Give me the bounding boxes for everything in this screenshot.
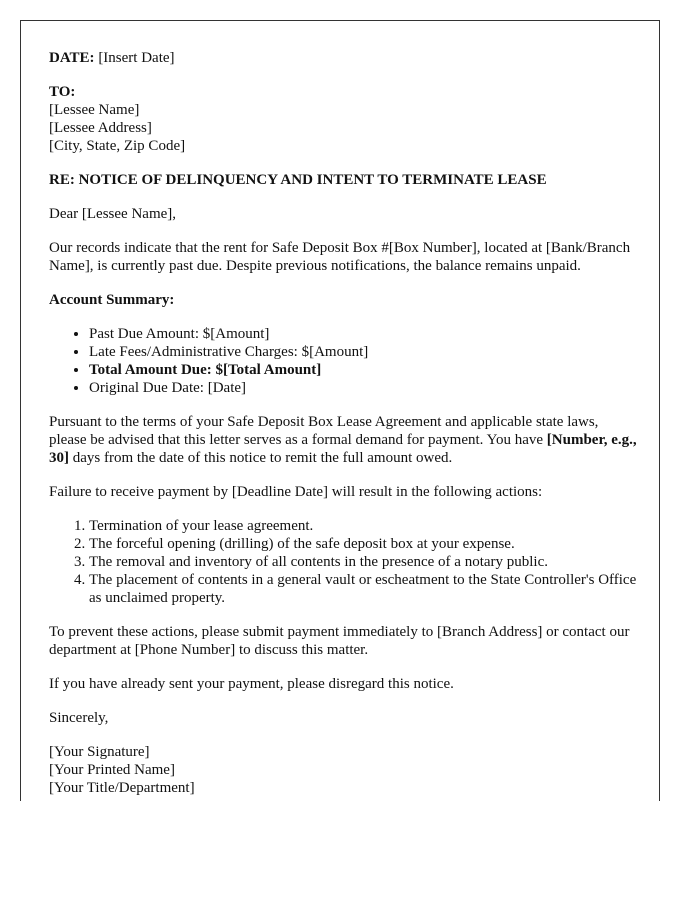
recipient-city-state-zip: [City, State, Zip Code] xyxy=(49,138,186,154)
recipient-address: [Lessee Address] xyxy=(49,120,152,136)
summary-item-late-fees: • Late Fees/Administrative Charges: $[Amount] xyxy=(89,343,639,361)
letter-page xyxy=(20,20,660,801)
disregard-paragraph: If you have already sent your payment, please disregard this notice. xyxy=(49,676,454,692)
action-item: 3. The removal and inventory of all contents in the presence of a notary public. xyxy=(89,553,639,571)
action-item: 2. The forceful opening (drilling) of the safe deposit box at your expense. xyxy=(89,535,639,553)
recipient-name: [Lessee Name] xyxy=(49,102,140,118)
action-item: 1. Termination of your lease agreement. xyxy=(89,517,639,535)
summary-item-past-due: • Past Due Amount: $[Amount] xyxy=(89,325,639,343)
account-summary-heading-text: Account Summary: xyxy=(49,292,175,308)
date-line xyxy=(49,49,639,67)
signature-block xyxy=(49,743,639,797)
closing: Sincerely, xyxy=(49,710,109,726)
printed-name-line: [Your Printed Name] xyxy=(49,762,175,778)
salutation: Dear [Lessee Name], xyxy=(49,206,177,222)
date-label: DATE: xyxy=(49,50,95,66)
subject-line: RE: NOTICE OF DELINQUENCY AND INTENT TO TERMINATE LEASE xyxy=(49,172,547,188)
demand-text-before: Pursuant to the terms of your Safe Deposit Box Lease Agreement and applicable state laws, please be advised that this letter serves as a formal demand for payment. You have xyxy=(49,414,599,448)
recipient-block xyxy=(49,83,639,155)
demand-text-after: days from the date of this notice to remit the full amount owed. xyxy=(69,450,453,466)
demand-paragraph xyxy=(49,413,639,467)
to-label: TO: xyxy=(49,84,76,100)
letter-content xyxy=(49,49,639,797)
failure-intro-paragraph: Failure to receive payment by [Deadline Date] will result in the following actions: xyxy=(49,484,543,500)
signature-line: [Your Signature] xyxy=(49,744,150,760)
account-summary-heading xyxy=(49,291,639,309)
date-value: [Insert Date] xyxy=(94,50,175,66)
intro-paragraph: Our records indicate that the rent for Safe Deposit Box #[Box Number], located at [Bank/Branch Name], is currently past due. Despite previous notifications, the balance remains unpaid. xyxy=(49,240,631,274)
prevent-paragraph: To prevent these actions, please submit payment immediately to [Branch Address] or contact our department at [Phone Number] to discuss this matter. xyxy=(49,624,630,658)
account-summary-list xyxy=(49,325,639,397)
summary-item-original-due-date: • Original Due Date: [Date] xyxy=(89,379,639,397)
action-item: 4. The placement of contents in a general vault or escheatment to the State Controller's Office as unclaimed property. xyxy=(89,571,639,607)
title-department-line: [Your Title/Department] xyxy=(49,780,195,796)
demand-days-placeholder: [Number, e.g., 30] xyxy=(49,432,637,466)
actions-list xyxy=(49,517,639,607)
summary-item-total-due xyxy=(89,361,639,379)
summary-item-total-due-text: Total Amount Due: $[Total Amount] xyxy=(89,362,322,378)
